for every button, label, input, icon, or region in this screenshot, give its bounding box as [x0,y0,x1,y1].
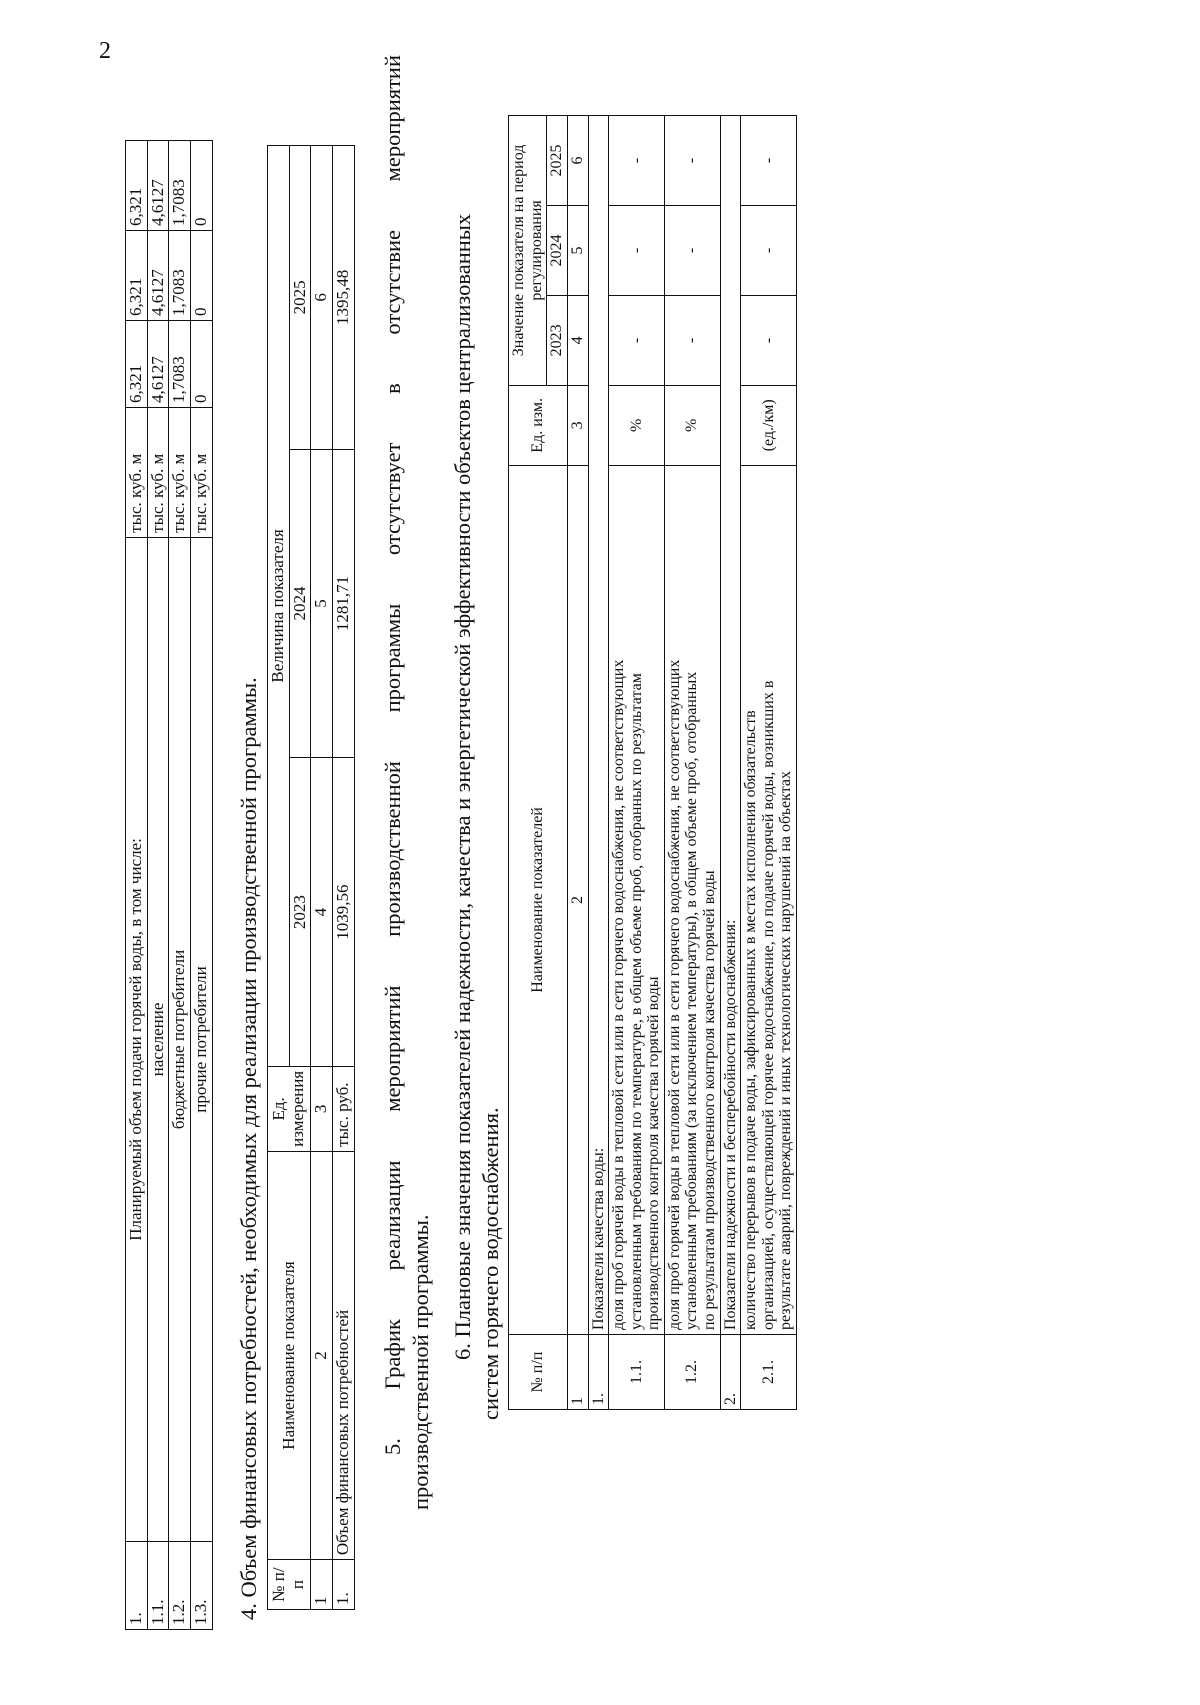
section-5-text-cont: производственной программы. [407,1214,433,1510]
value-2025: - [664,116,720,206]
value-2023: 0 [191,320,213,407]
header-year-2023: 2023 [289,758,311,1067]
column-index: 6 [567,116,588,206]
header-year-2025: 2025 [289,146,311,450]
header-year-2025: 2025 [547,116,568,206]
value-2023: 4,6127 [147,320,169,407]
section-6-heading-cont: систем горячего водоснабжения. [478,1107,503,1420]
group-row [720,116,741,1410]
value-2023: 1,7083 [169,320,191,407]
header-value: Значение показателя на период регулирования [509,116,547,386]
row-name: бюджетные потребители [169,537,191,1541]
row-unit: тыс. куб. м [169,407,191,537]
section-4-heading: 4. Объем финансовых потребностей, необходимых для реализации производственной программы. [235,677,261,1620]
table-row [332,146,354,1610]
value-2023: - [609,295,665,385]
column-index: 2 [311,1151,333,1559]
row-number: 1.1. [609,1335,665,1410]
row-name-line: доля проб горячей воды в тепловой сети или в сети горячего водоснабжения, не соответствующих [665,659,683,1331]
financial-needs-table [267,145,355,1610]
value-2023: 6,321 [126,320,148,407]
value-2024: 6,321 [126,231,148,321]
header-name: Наименование показателей [509,465,568,1334]
page-number: 2 [99,38,111,64]
row-name-line: производственного контроля качества горячей воды [645,976,663,1331]
value-2025: 4,6127 [147,141,169,231]
row-number: 2.1. [741,1335,797,1410]
table-row [191,141,213,1630]
hot-water-volume-table [125,140,213,1630]
row-unit: тыс. руб. [332,1066,354,1151]
row-unit: (ед./км) [741,385,797,465]
row-unit: % [664,385,720,465]
header-unit: Ед. измерения [267,1066,310,1151]
section-5-text: 5. График реализации мероприятий производственной программы отсутствует в отсутствие мероприятий [379,55,405,1455]
row-unit: тыс. куб. м [126,407,148,537]
table-row [169,141,191,1630]
column-index: 4 [311,758,333,1067]
row-name-line: количество перерывов в подаче воды, зафиксированных в местах исполнения обязательств [742,710,760,1331]
row-name-line: по результатам производственного контроля качества горячей воды [701,870,719,1331]
row-name-line: установленным требованиям (за исключением температуры), в общем объеме проб, отобранных [683,671,701,1331]
value-2023: 1039,56 [332,758,354,1067]
header-name: Наименование показателя [267,1151,310,1559]
column-index: 5 [567,205,588,295]
row-number: 1. [126,1542,148,1630]
column-index: 5 [311,449,333,758]
table-row [147,141,169,1630]
value-2024: 1281,71 [332,449,354,758]
value-2023: - [741,295,797,385]
row-name: население [147,537,169,1541]
row-number: 1. [332,1560,354,1610]
row-name [664,465,720,1334]
row-number: 1.3. [191,1542,213,1630]
table-row [126,141,148,1630]
row-name: прочие потребители [191,537,213,1541]
row-number: 2. [720,1335,741,1410]
table-row [741,116,797,1410]
column-index: 6 [311,146,333,450]
section-6-heading: 6. Плановые значения показателей надежности, качества и энергетической эффективности объектов централизованных [449,213,475,1360]
row-name-line: организацией, осуществляющей горячее водоснабжение, по подаче горячей воды, возникших в [759,680,777,1331]
group-row [588,116,609,1410]
value-2025: - [609,116,665,206]
rotated-content [125,30,1125,1630]
row-unit: тыс. куб. м [191,407,213,537]
value-2024: - [609,205,665,295]
indicators-table [508,115,797,1410]
row-name: Показатели надежности и бесперебойности водоснабжения: [720,116,741,1335]
row-name: Планируемый объем подачи горячей воды, в том числе: [126,537,148,1541]
row-number: 1.2. [664,1335,720,1410]
header-number: № п/п [509,1335,568,1410]
row-name-line: установленным требованиям по температуре, в общем объеме проб, отобранных по результатам [627,673,645,1331]
header-year-2023: 2023 [547,295,568,385]
value-2025: 0 [191,141,213,231]
value-2024: - [741,205,797,295]
header-unit: Ед. изм. [509,385,568,465]
row-name [609,465,665,1334]
table-row [664,116,720,1410]
row-name-line: результате аварий, повреждений и иных технологических нарушений на объектах [777,770,795,1331]
value-2025: - [741,116,797,206]
row-number: 1. [588,1335,609,1410]
value-2025: 6,321 [126,141,148,231]
row-unit: % [609,385,665,465]
row-name-line: доля проб горячей воды в тепловой сети или в сети горячего водоснабжения, не соответствующих [610,659,628,1331]
column-index: 3 [567,385,588,465]
column-index: 3 [311,1066,333,1151]
value-2023: - [664,295,720,385]
table-row [609,116,665,1410]
value-2024: 4,6127 [147,231,169,321]
column-index: 2 [567,465,588,1334]
value-2024: 0 [191,231,213,321]
value-2025: 1395,48 [332,146,354,450]
row-unit: тыс. куб. м [147,407,169,537]
row-name: Объем финансовых потребностей [332,1151,354,1559]
value-2024: 1,7083 [169,231,191,321]
row-number: 1.2. [169,1542,191,1630]
header-value: Величина показателя [267,146,289,1067]
value-2025: 1,7083 [169,141,191,231]
header-year-2024: 2024 [547,205,568,295]
row-name: Показатели качества воды: [588,116,609,1335]
header-number: № п/п [267,1560,310,1610]
header-year-2024: 2024 [289,449,311,758]
value-2024: - [664,205,720,295]
row-name [741,465,797,1334]
row-number: 1.1. [147,1542,169,1630]
column-index: 4 [567,295,588,385]
column-index: 1 [567,1335,588,1410]
column-index: 1 [311,1560,333,1610]
